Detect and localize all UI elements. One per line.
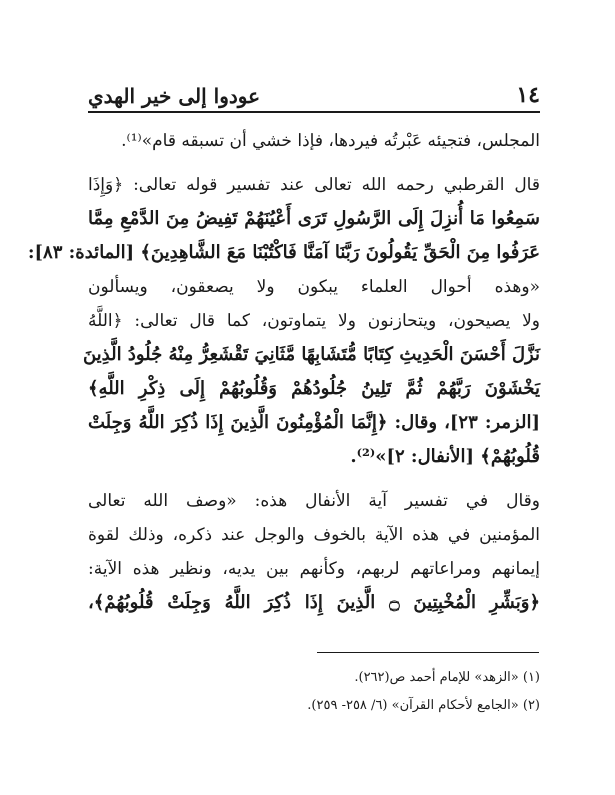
footnote: (١) «الزهد» للإمام أحمد ص(٢٦٢). xyxy=(354,670,540,685)
quran-line: نَزَّلَ أَحْسَنَ الْحَدِيثِ كِتَابًا مُّتَشَابِهًا مَّثَانِيَ تَقْشَعِرُّ مِنْهُ جُلُودُ الَّذِينَ xyxy=(82,344,540,365)
page-header xyxy=(88,68,540,108)
quran-line: يَخْشَوْنَ رَبَّهُمْ ثُمَّ تَلِينُ جُلُودُهُمْ وَقُلُوبُهُمْ إِلَى ذِكْرِ اللَّهِ﴾ xyxy=(88,378,540,399)
footnotes xyxy=(88,664,540,720)
text-line: «وهذه أحوال العلماء يبكون ولا يصعقون، ويسألون xyxy=(88,277,540,297)
body-text xyxy=(27,124,540,620)
footnote: (٢) «الجامع لأحكام القرآن» (٦/ ٢٥٨- ٢٥٩). xyxy=(307,698,540,713)
quran-line: ﴿وَبَشِّرِ الْمُخْبِتِينَ ۝ الَّذِينَ إِذَا ذُكِرَ اللَّهُ وَجِلَتْ قُلُوبُهُمْ﴾، xyxy=(88,592,540,613)
quran-line: سَمِعُوا مَا أُنزِلَ إِلَى الرَّسُولِ تَرَى أَعْيُنَهُمْ تَفِيضُ مِنَ الدَّمْعِ مِمَّا xyxy=(88,208,540,229)
text-line: إيمانهم ومراعاتهم لربهم، وكأنهم بين يديه، ونظير هذه الآية: xyxy=(88,559,540,579)
running-title: عودوا إلى خير الهدي xyxy=(88,84,261,108)
footnote-rule xyxy=(317,652,539,653)
text-line: قال القرطبي رحمه الله تعالى عند تفسير قوله تعالى: ﴿وَإِذَا xyxy=(88,175,540,195)
text-line: المؤمنين في هذه الآية بالخوف والوجل عند ذكره، وذلك لقوة xyxy=(88,525,540,545)
quran-line: [الزمر: ٢٣]، وقال: ﴿إِنَّمَا الْمُؤْمِنُونَ الَّذِينَ إِذَا ذُكِرَ اللَّهُ وَجِلَتْ xyxy=(88,412,540,433)
text-line: ولا يصيحون، ويتحازنون ولا يتماوتون، كما قال تعالى: ﴿اللَّهُ xyxy=(88,311,540,331)
text-line: المجلس، فتجيئه عَبْرتُه فيردها، فإذا خشي أن تسبقه قام»⁽¹⁾. xyxy=(121,131,540,151)
page-number: ١٤ xyxy=(516,82,540,108)
text-line: وقال في تفسير آية الأنفال هذه: «وصف الله تعالى xyxy=(88,491,540,511)
quran-line: قُلُوبُهُمْ﴾ [الأنفال: ٢]»⁽²⁾. xyxy=(350,446,540,467)
quran-line: عَرَفُوا مِنَ الْحَقِّ يَقُولُونَ رَبَّنَا آمَنَّا فَاكْتُبْنَا مَعَ الشَّاهِدِينَ﴾ [المائدة: ٨٣]: xyxy=(27,242,540,263)
header-rule xyxy=(88,111,540,113)
